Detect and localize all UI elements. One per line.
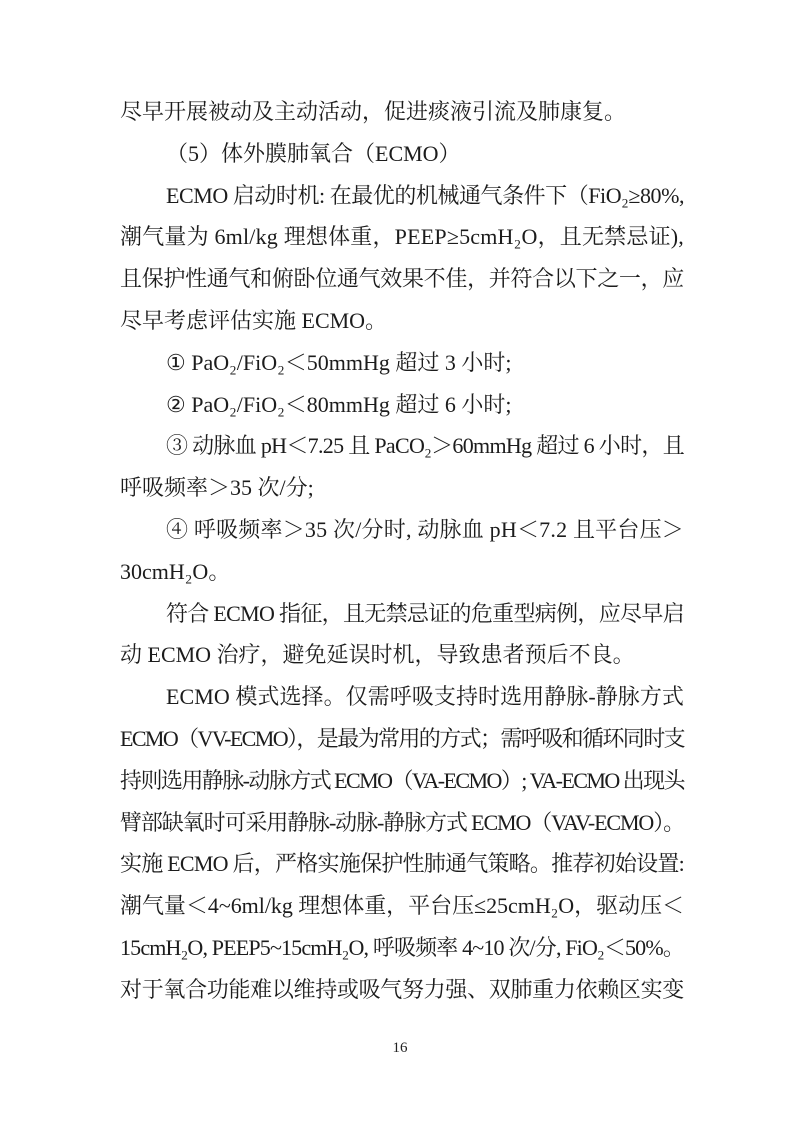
text-line: 30cmH₂O。	[120, 558, 231, 584]
text-line: 尽早考虑评估实施 ECMO。	[120, 307, 388, 333]
text-line: ECMO（VV-ECMO），是最为常用的方式；需呼吸和循环同时支	[120, 725, 684, 751]
text-line: ② PaO₂/FiO₂＜80mmHg 超过 6 小时;	[166, 391, 512, 417]
text-line: ④ 呼吸频率＞35 次/分时, 动脉血 pH＜7.2 且平台压＞	[166, 516, 684, 542]
text-line: 持则选用静脉-动脉方式 ECMO（VA-ECMO）; VA-ECMO 出现头	[120, 767, 684, 793]
text-line: 尽早开展被动及主动活动，促进痰液引流及肺康复。	[120, 99, 627, 124]
text-line: 臂部缺氧时可采用静脉-动脉-静脉方式 ECMO（VAV-ECMO）。	[120, 809, 684, 835]
text-line: （5）体外膜肺氧合（ECMO）	[166, 140, 461, 166]
document-body	[120, 91, 684, 1011]
text-line: 潮气量＜4~6ml/kg 理想体重，平台压≤25cmH₂O，驱动压＜	[120, 893, 684, 919]
text-line: ③ 动脉血 pH＜7.25 且 PaCO₂＞60mmHg 超过 6 小时，且	[166, 433, 684, 459]
text-line: 呼吸频率＞35 次/分;	[120, 475, 314, 501]
text-line: 动 ECMO 治疗，避免延误时机，导致患者预后不良。	[120, 642, 635, 668]
text-line: 潮气量为 6ml/kg 理想体重，PEEP≥5cmH₂O，且无禁忌证),	[120, 224, 684, 250]
text-line: 符合 ECMO 指征，且无禁忌证的危重型病例，应尽早启	[166, 600, 684, 626]
text-line: ECMO 模式选择。仅需呼吸支持时选用静脉-静脉方式	[166, 684, 684, 710]
text-line: 且保护性通气和俯卧位通气效果不佳，并符合以下之一，应	[120, 266, 684, 292]
text-line: ECMO 启动时机: 在最优的机械通气条件下（FiO₂≥80%,	[166, 182, 684, 208]
text-line: 实施 ECMO 后，严格实施保护性肺通气策略。推荐初始设置:	[120, 851, 684, 877]
page-number: 16	[392, 1040, 408, 1056]
text-line: ① PaO₂/FiO₂＜50mmHg 超过 3 小时;	[166, 349, 512, 375]
text-line: 对于氧合功能难以维持或吸气努力强、双肺重力依赖区实变	[120, 976, 684, 1002]
text-line: 15cmH₂O, PEEP5~15cmH₂O, 呼吸频率 4~10 次/分, FiO₂＜50%。	[120, 934, 684, 960]
